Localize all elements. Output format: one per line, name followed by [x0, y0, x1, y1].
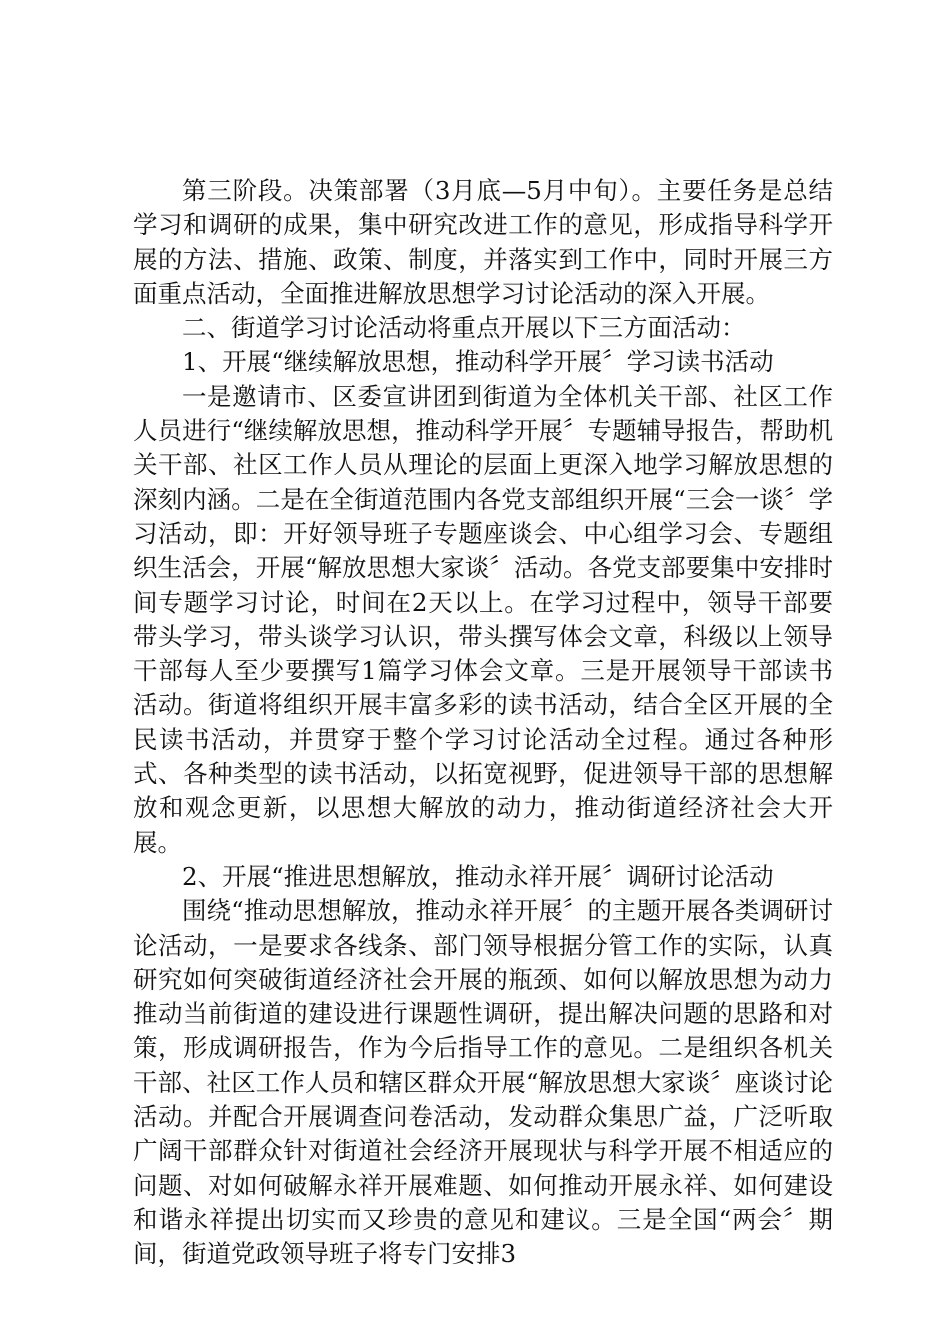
paragraph-item-one-heading: 1、开展“继续解放思想，推动科学开展〞学习读书活动	[182, 347, 774, 377]
document-body	[133, 174, 833, 1272]
paragraph-stage-three: 第三阶段。决策部署（3月底—5月中旬）。主要任务是总结学习和调研的成果，集中研究改进工作的意见，形成指导科学开展的方法、措施、政策、制度，并落实到工作中，同时开展三方面重点活动，全面推进解放思想学习讨论活动的深入开展。	[133, 176, 833, 308]
paragraph-item-two-body: 围绕“推动思想解放，推动永祥开展〞的主题开展各类调研讨论活动，一是要求各线条、部门领导根据分管工作的实际，认真研究如何突破街道经济社会开展的瓶颈、如何以解放思想为动力推动当前街道的建设进行课题性调研，提出解决问题的思路和对策，形成调研报告，作为今后指导工作的意见。二是组织各机关干部、社区工作人员和辖区群众开展“解放思想大家谈〞座谈讨论活动。并配合开展调查问卷活动，发动群众集思广益，广泛听取广阔干部群众针对街道社会经济开展现状与科学开展不相适应的问题、对如何破解永祥开展难题、如何推动开展永祥、如何建设和谐永祥提出切实而又珍贵的意见和建议。三是全国“两会〞期间，街道党政领导班子将专门安排3	[133, 896, 833, 1269]
paragraph-item-two-heading: 2、开展“推进思想解放，推动永祥开展〞调研讨论活动	[182, 861, 774, 891]
paragraph-section-heading: 二、街道学习讨论活动将重点开展以下三方面活动：	[182, 313, 746, 343]
paragraph-item-one-body: 一是邀请市、区委宣讲团到街道为全体机关干部、社区工作人员进行“继续解放思想，推动科学开展〞专题辅导报告，帮助机关干部、社区工作人员从理论的层面上更深入地学习解放思想的深刻内涵。二是在全街道范围内各党支部组织开展“三会一谈〞学习活动，即：开好领导班子专题座谈会、中心组学习会、专题组织生活会，开展“解放思想大家谈〞活动。各党支部要集中安排时间专题学习讨论，时间在2天以上。在学习过程中，领导干部要带头学习，带头谈学习认识，带头撰写体会文章，科级以上领导干部每人至少要撰写1篇学习体会文章。三是开展领导干部读书活动。街道将组织开展丰富多彩的读书活动，结合全区开展的全民读书活动，并贯穿于整个学习讨论活动全过程。通过各种形式、各种类型的读书活动，以拓宽视野，促进领导干部的思想解放和观念更新，以思想大解放的动力，推动街道经济社会大开展。	[133, 381, 833, 857]
